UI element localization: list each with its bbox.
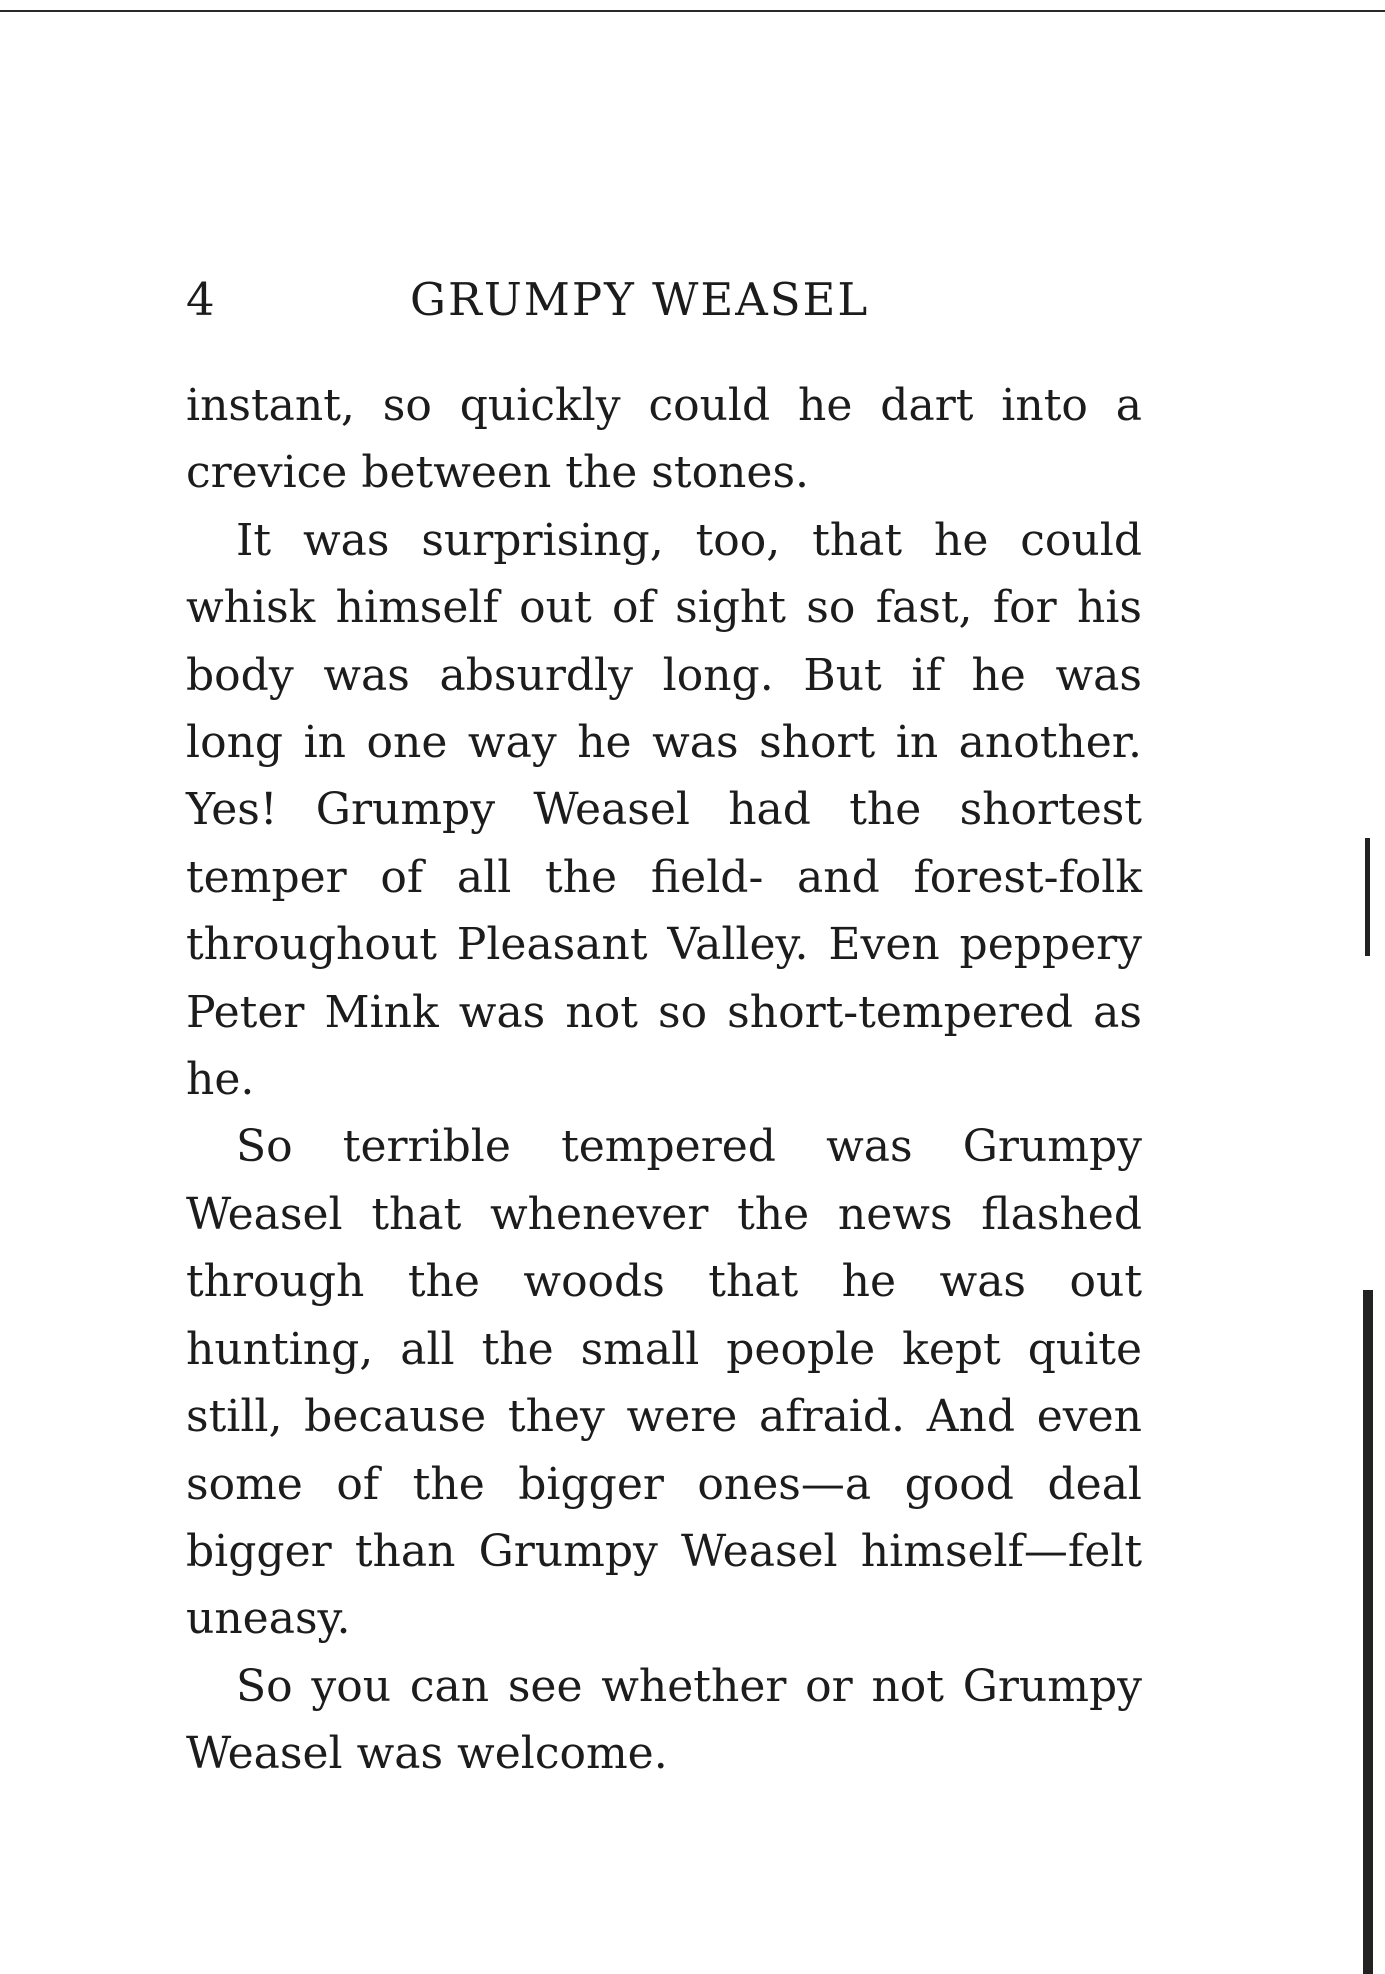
body-text	[186, 372, 1142, 1788]
scan-edge-mark	[1365, 838, 1370, 956]
paragraph: So terrible tempered was Grumpy Weasel that whenever the news flashed through the woods that he was out hunting, all the small people kept quite still, because they were afraid. And even some of the bigger ones—a good deal bigger than Grumpy Weasel himself—felt uneasy.	[186, 1121, 1142, 1645]
top-border-rule	[0, 10, 1385, 12]
scan-edge-mark	[1363, 1290, 1373, 1974]
page-number: 4	[186, 273, 215, 326]
paragraph: instant, so quickly could he dart into a crevice between the stones.	[186, 380, 1142, 499]
paragraph: So you can see whether or not Grumpy Weasel was welcome.	[186, 1660, 1142, 1780]
page-header	[186, 270, 1142, 330]
running-head: GRUMPY WEASEL	[410, 273, 870, 326]
paragraph: It was surprising, too, that he could whisk himself out of sight so fast, for his body was absurdly long. But if he was long in one way he was short in another. Yes! Grumpy Weasel had the shortest temper of all the field- and forest-folk throughout Pleasant Valley. Even peppery Peter Mink was not so short-tempered as he.	[186, 514, 1142, 1106]
